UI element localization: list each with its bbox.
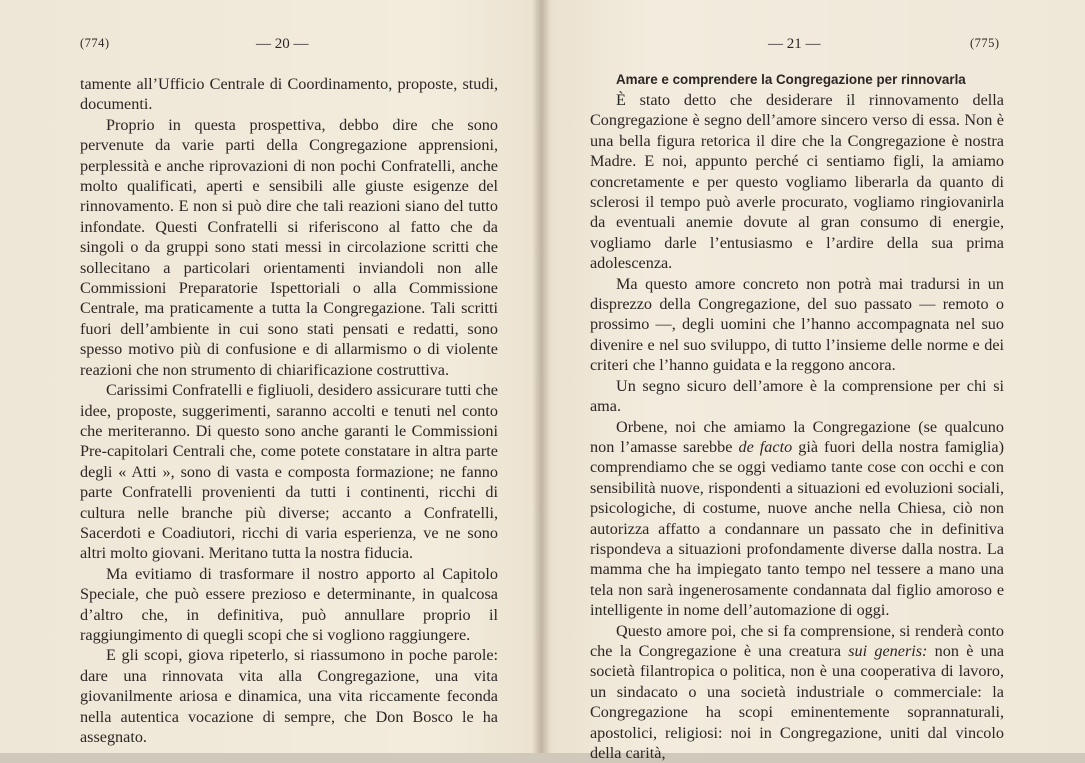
paragraph: Ma evitiamo di trasformare il nostro apporto al Capitolo Speciale, che può essere prezioso e determinante, in qualcosa d’altro che, in definitiva, può annullare proprio il raggiungimento di quegli scopi che si vogliono raggiungere. [80,564,498,644]
paragraph: Carissimi Confratelli e figliuoli, desidero assicurare tutti che idee, proposte, suggerimenti, saranno accolti e tenuti nel conto che meriteranno. Di questo sono anche garanti le Commissioni Pre-capitolari Centrali che, come potete constatare in altra parte degli « Atti », sono di vasta e composta formazione; ne fanno parte Confratelli provenienti da tutti i continenti, ricchi di cultura nelle branche più diverse; accanto a Confratelli, Sacerdoti e Coadiutori, ricchi di varia esperienza, ve ne sono altri molto giovani. Meritano tutta la nostra fiducia. [80,381,498,563]
paragraph [590,621,1004,763]
paragraph: E gli scopi, giova ripeterlo, si riassumono in poche parole: dare una rinnovata vita alla Congregazione, una vita giovanilmente ariosa e dinamica, una vita riccamente feconda nella autentica vocazione di sempre, che Don Bosco le ha assegnato. [80,646,498,746]
left-page-number: — 20 — [256,36,309,52]
text-run: non è una società filantropica o politica, non è una cooperativa di lavoro, un sindacato o una società industriale o commerciale: la Congregazione ha scopi eminentemente soprannaturali, apostolici, religiosi: noi in Congregazione, uniti dal vincolo della carità, [590,641,1004,762]
paragraph: Proprio in questa prospettiva, debbo dire che sono pervenute da varie parti della Congregazione apprensioni, perplessità e anche riprovazioni di non pochi Confratelli, anche molto qualificati, aperti e sensibili alle giuste esigenze del rinnovamento. E non si può dire che tali reazioni siano del tutto infondate. Questi Confratelli si riferiscono al fatto che da singoli o da gruppi sono stati messi in circolazione scritti che sollecitano a particolari orientamenti inviandoli non alle Commissioni Preparatorie Ispettoriali o alla Commissione Centrale, ma praticamente a tutta la Congregazione. Tali scritti fuori dell’ambiente in cui sono stati pensati e redatti, sono spesso motivo più di confusione e di allarmismo o di violente reazioni che non strumento di chiarificazione costruttiva. [80,115,498,379]
right-page [542,0,1085,762]
italic-phrase: sui generis: [848,641,928,660]
paragraph: tamente all’Ufficio Centrale di Coordinamento, proposte, studi, documenti. [80,75,498,114]
left-folio: (774) [80,36,110,50]
left-page [0,0,540,753]
text-run: già fuori della nostra famiglia) comprendiamo che se oggi vediamo tante cose con occhi e con sensibilità nuove, rispondenti a situazioni ed evoluzioni sociali, psicologiche, di costume, nuove anche nella Chiesa, ciò non autorizza affatto a condannare un passato che in definitiva rispondeva a situazioni profondamente diverse dalla nostra. La mamma che ha impiegato tanto tempo nel tessere a mano una tela non sarà ingenerosamente condannata dal figlio amoroso e intelligente in nome dell’automazione di oggi. [590,437,1004,620]
section-title: Amare e comprendere la Congregazione per rinnovarla [616,72,966,87]
left-page-body [80,74,498,747]
paragraph: Un segno sicuro dell’amore è la comprensione per chi si ama. [590,376,1004,416]
right-page-body [590,70,1004,763]
text-run: Orbene, noi che amiamo la Congregazione (se qualcuno non l’amasse sarebbe [590,417,1004,456]
text-run: Questo amore poi, che si fa comprensione, si renderà conto che la Congregazione è una creatura [590,621,1004,660]
paragraph [590,417,1004,621]
right-folio: (775) [970,36,1000,50]
right-page-number: — 21 — [768,36,821,52]
paragraph: È stato detto che desiderare il rinnovamento della Congregazione è segno dell’amore sincero verso di essa. Non è una bella figura retorica il dire che la Congregazione è nostra Madre. E noi, appunto perché ci sentiamo figli, la amiamo concretamente e per questo vogliamo liberarla da quanto di sclerosi il tempo può averle procurato, vogliamo ringiovanirla da eventuali anemie dovute al gran consumo di energie, vogliamo darle l’entusiasmo e l’ardire della sua prima adolescenza. [590,91,1004,273]
italic-phrase: de facto [738,437,793,456]
paragraph: Ma questo amore concreto non potrà mai tradursi in un disprezzo della Congregazione, del suo passato — remoto o prossimo —, degli uomini che l’hanno accompagnata nel suo divenire e nel suo sviluppo, di tutto l’insieme delle norme e dei criteri che l’hanno guidata e la reggono ancora. [590,274,1004,375]
